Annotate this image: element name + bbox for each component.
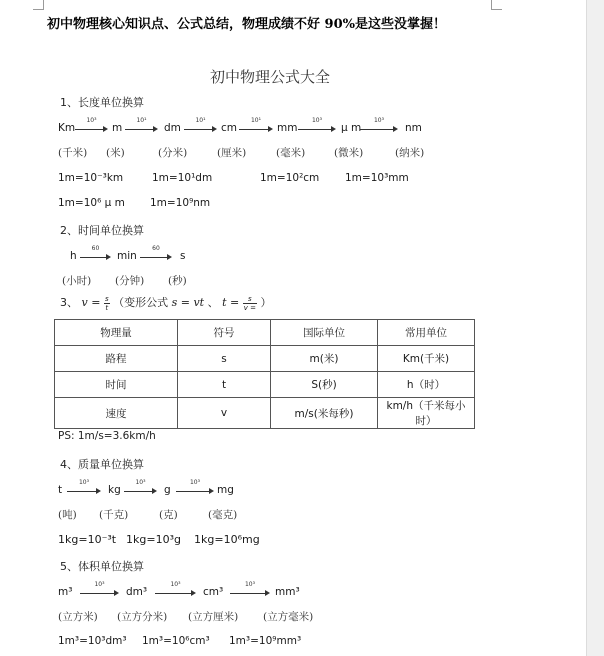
table-cell: m(米) (271, 346, 378, 372)
conversion-factor: 10³ (311, 117, 323, 124)
conversion-arrow (155, 581, 196, 597)
unit-name: (立方分米) (117, 611, 168, 623)
mass-unit: g (164, 484, 171, 496)
length-unit: nm (405, 122, 422, 134)
fraction-numerator: s (243, 295, 257, 304)
unit-name: (克) (159, 509, 178, 521)
length-equation: 1m=10⁻³km (58, 172, 124, 184)
fraction-numerator: s (104, 294, 109, 303)
table-row (55, 398, 475, 429)
conversion-factor: 10³ (373, 117, 385, 124)
speed-formula-v: v = (81, 296, 101, 309)
doc-title: 初中物理公式大全 (209, 68, 330, 86)
time-unit: s (180, 250, 186, 262)
table-header-cell: 物理量 (55, 320, 178, 346)
fraction-denominator: v = (243, 303, 256, 312)
length-unit: μ m (341, 122, 362, 134)
unit-name: (毫克) (208, 509, 238, 521)
conversion-factor: 10³ (170, 581, 181, 588)
conversion-factor: 10³ (189, 479, 201, 486)
speed-ps-note: PS: 1m/s=3.6km/h (58, 430, 156, 442)
conversion-arrow (360, 117, 398, 133)
speed-variant-separator: 、 (207, 296, 219, 309)
mass-heading: 4、质量单位换算 (60, 458, 144, 471)
conversion-arrow (239, 117, 273, 133)
unit-name: (微米) (334, 147, 364, 159)
conversion-factor: 10³ (135, 479, 146, 486)
table-header-row (55, 320, 475, 346)
length-unit: cm (221, 122, 238, 134)
vertical-scrollbar[interactable] (586, 0, 604, 656)
speed-variant-t: t = (222, 296, 240, 309)
conversion-arrow (184, 117, 217, 133)
conversion-factor: 10³ (94, 581, 105, 588)
conversion-arrow (67, 479, 101, 495)
speed-heading (60, 294, 271, 312)
unit-name: (小时) (62, 275, 92, 287)
conversion-arrow (124, 479, 157, 495)
time-unit: min (117, 250, 137, 262)
length-unit: dm (164, 122, 181, 134)
table-cell: t (178, 372, 271, 398)
speed-quantities-table (54, 319, 475, 429)
volume-unit: cm³ (203, 586, 224, 598)
table-cell: v (178, 398, 271, 429)
length-unit: m (112, 122, 123, 134)
unit-name: (分钟) (115, 275, 145, 287)
unit-name: (立方厘米) (188, 611, 239, 623)
length-equation: 1m=10⁶ μ m (58, 197, 125, 209)
table-row (55, 372, 475, 398)
conversion-factor: 10³ (86, 117, 97, 124)
speed-variants-open: （变形公式 (113, 296, 169, 309)
table-cell: 速度 (55, 398, 178, 429)
volume-equation: 1m³=10³dm³ (58, 635, 127, 647)
table-header-cell: 常用单位 (378, 320, 475, 346)
volume-unit: dm³ (126, 586, 148, 598)
table-row (55, 346, 475, 372)
conversion-arrow (80, 245, 111, 261)
length-heading: 1、长度单位换算 (60, 96, 144, 109)
table-cell: m/s(米每秒) (271, 398, 378, 429)
table-cell: km/h（千米每小时） (378, 398, 475, 429)
mass-unit: t (58, 484, 63, 496)
unit-name: (毫米) (276, 147, 306, 159)
time-heading: 2、时间单位换算 (60, 224, 144, 237)
mass-unit: mg (217, 484, 234, 496)
conversion-arrow (80, 581, 119, 597)
unit-name: (千米) (58, 147, 88, 159)
mass-equation: 1kg=10⁻³t (58, 533, 117, 546)
table-cell: s (178, 346, 271, 372)
table-header-cell: 国际单位 (271, 320, 378, 346)
page-headline: 初中物理核心知识点、公式总结，物理成绩不好 90%是这些没掌握！ (47, 17, 446, 32)
volume-heading: 5、体积单位换算 (60, 560, 144, 573)
table-cell: 时间 (55, 372, 178, 398)
conversion-arrow (298, 117, 336, 133)
length-equation: 1m=10¹dm (152, 172, 213, 184)
conversion-arrow (140, 245, 172, 261)
length-unit: mm (277, 122, 298, 134)
conversion-factor: 10¹ (136, 117, 147, 124)
conversion-factor: 10¹ (195, 117, 206, 124)
mass-unit: kg (108, 484, 121, 496)
page-corner-mark (33, 0, 44, 10)
table-cell: h（时） (378, 372, 475, 398)
speed-variant-svt: s = vt (171, 296, 205, 309)
conversion-arrow (230, 581, 270, 597)
page-corner-mark (491, 0, 502, 10)
volume-equation: 1m³=10⁶cm³ (142, 635, 210, 647)
unit-name: (千克) (99, 509, 129, 521)
length-equation: 1m=10²cm (260, 172, 320, 184)
length-equation: 1m=10⁹nm (150, 197, 211, 209)
speed-fraction (104, 295, 110, 312)
volume-equation: 1m³=10⁹mm³ (229, 635, 302, 647)
speed-fraction-2 (243, 295, 257, 312)
table-cell: Km(千米) (378, 346, 475, 372)
speed-heading-number: 3、 (60, 296, 78, 309)
unit-name: (秒) (168, 275, 187, 287)
unit-name: (分米) (158, 147, 188, 159)
conversion-arrow (176, 479, 214, 495)
fraction-denominator: t (105, 303, 109, 312)
conversion-arrow (125, 117, 158, 133)
table-cell: 路程 (55, 346, 178, 372)
conversion-factor: 60 (152, 245, 160, 252)
unit-name: (立方米) (58, 611, 98, 623)
conversion-factor: 60 (91, 245, 100, 252)
volume-unit: mm³ (275, 586, 300, 598)
mass-equation: 1kg=10³g (126, 533, 181, 546)
conversion-factor: 10³ (78, 479, 90, 486)
conversion-factor: 10³ (244, 581, 256, 588)
mass-equation: 1kg=10⁶mg (194, 533, 260, 546)
conversion-arrow (75, 117, 108, 133)
unit-name: (纳米) (395, 147, 425, 159)
length-unit: Km (58, 122, 76, 134)
table-cell: S(秒) (271, 372, 378, 398)
speed-variants-close: ） (260, 296, 272, 309)
unit-name: (吨) (58, 509, 77, 521)
table-header-cell: 符号 (178, 320, 271, 346)
document-body (52, 46, 488, 656)
length-equation: 1m=10³mm (345, 172, 409, 184)
unit-name: (立方毫米) (263, 611, 314, 623)
unit-name: (米) (106, 147, 125, 159)
time-unit: h (70, 250, 77, 262)
volume-unit: m³ (58, 586, 73, 598)
unit-name: (厘米) (217, 147, 247, 159)
conversion-factor: 10¹ (250, 117, 262, 124)
